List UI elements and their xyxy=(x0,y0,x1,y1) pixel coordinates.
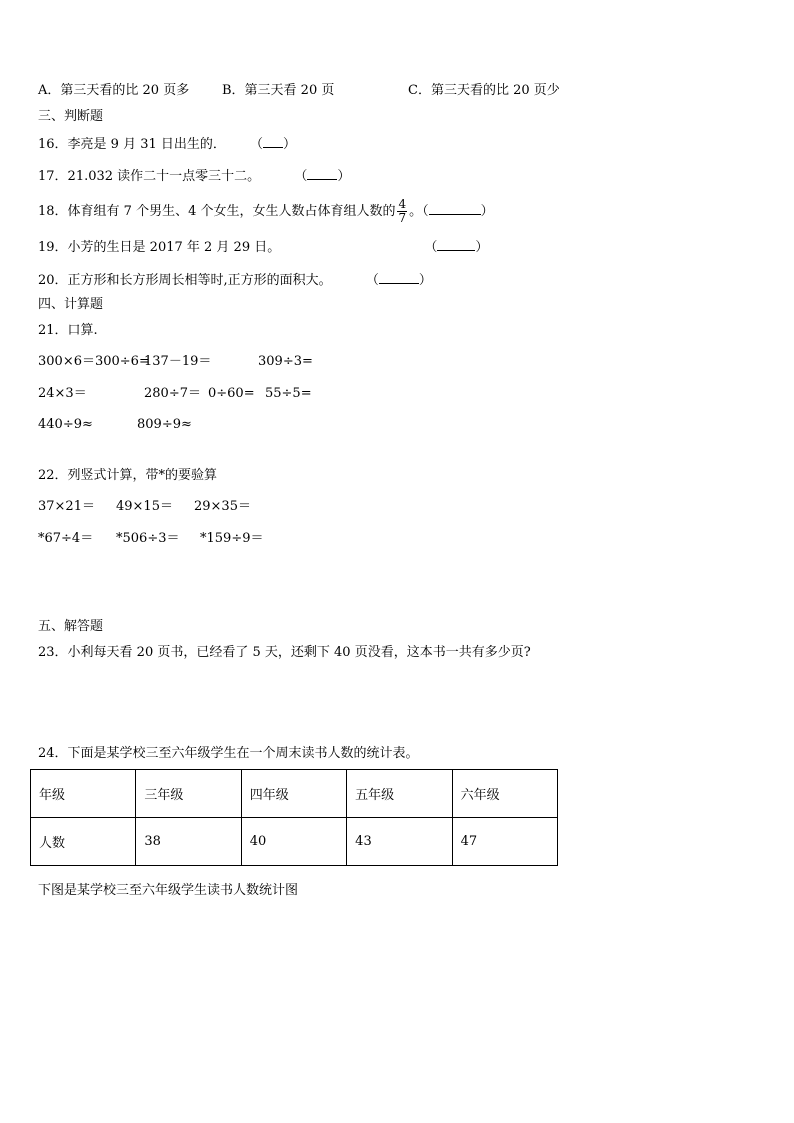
paren-close: ） xyxy=(337,169,351,184)
table-cell: 47 xyxy=(452,818,557,866)
section-title-word-problems: 五、解答题 xyxy=(38,619,104,634)
answer-blank-17[interactable] xyxy=(307,166,337,180)
calc-item: 809÷9≈ xyxy=(137,417,192,432)
calc-item: 55÷5= xyxy=(265,386,312,401)
table-row xyxy=(31,818,558,866)
answer-paren-16[interactable] xyxy=(250,137,296,152)
table-cell: 六年级 xyxy=(452,770,557,818)
question-17 xyxy=(38,166,350,186)
option-c: C．第三天看的比 20 页少 xyxy=(408,83,560,98)
chart-caption: 下图是某学校三至六年级学生读书人数统计图 xyxy=(38,883,299,898)
paren-close: ） xyxy=(283,137,297,152)
question-20 xyxy=(38,270,432,290)
section-title-calculation: 四、计算题 xyxy=(38,297,104,312)
calc-item: 440÷9≈ xyxy=(38,417,93,432)
calc-item: 37×21＝ xyxy=(38,499,95,514)
calc-item: 309÷3= xyxy=(258,354,313,369)
calc-item: *506÷3＝ xyxy=(116,531,180,546)
calc-item: *159÷9＝ xyxy=(200,531,264,546)
table-cell: 43 xyxy=(347,818,452,866)
fraction-4-7 xyxy=(397,198,407,225)
question-19-text: 19．小芳的生日是 2017 年 2 月 29 日。 xyxy=(38,240,281,255)
table-cell: 三年级 xyxy=(136,770,241,818)
table-cell: 年级 xyxy=(31,770,136,818)
paren-open: （ xyxy=(294,169,308,184)
answer-blank-19[interactable] xyxy=(437,237,475,251)
section-title-judgement: 三、判断题 xyxy=(38,109,104,124)
calc-item: 0÷60= xyxy=(208,386,255,401)
table-header-row xyxy=(31,770,558,818)
question-21-title: 21．口算. xyxy=(38,323,98,338)
calc-item: 24×3＝ xyxy=(38,386,87,401)
table-cell: 38 xyxy=(136,818,241,866)
question-18 xyxy=(38,198,494,225)
table-cell: 40 xyxy=(241,818,346,866)
question-17-text: 17．21.032 读作二十一点零三十二。 xyxy=(38,169,261,184)
paren-open: 。（ xyxy=(409,204,429,219)
answer-paren-20[interactable] xyxy=(366,273,432,288)
calc-item: 280÷7＝ xyxy=(144,386,201,401)
answer-paren-17[interactable] xyxy=(294,169,350,184)
table-cell: 四年级 xyxy=(241,770,346,818)
paren-open: （ xyxy=(365,273,379,288)
answer-blank-20[interactable] xyxy=(379,270,419,284)
answer-paren-18[interactable] xyxy=(409,204,494,219)
paren-close: ） xyxy=(418,273,432,288)
question-16 xyxy=(38,134,296,154)
fraction-numerator: 4 xyxy=(398,197,407,211)
question-19 xyxy=(38,237,488,257)
answer-paren-19[interactable] xyxy=(424,240,488,255)
question-22-title: 22．列竖式计算，带*的要验算 xyxy=(38,468,218,483)
calc-item: 137－19＝ xyxy=(144,354,212,369)
reading-stats-table xyxy=(30,769,558,866)
table-cell: 五年级 xyxy=(347,770,452,818)
answer-blank-16[interactable] xyxy=(263,134,283,148)
paren-open: （ xyxy=(424,240,438,255)
table-cell: 人数 xyxy=(31,818,136,866)
question-20-text: 20．正方形和长方形周长相等时,正方形的面积大。 xyxy=(38,273,332,288)
calc-item: 49×15＝ xyxy=(116,499,173,514)
fraction-denominator: 7 xyxy=(398,211,407,225)
paren-open: （ xyxy=(250,137,264,152)
calc-item: 300×6＝300÷6= xyxy=(38,354,150,369)
calc-item: 29×35＝ xyxy=(194,499,251,514)
paren-close: ） xyxy=(480,204,494,219)
calc-item: *67÷4＝ xyxy=(38,531,94,546)
answer-blank-18[interactable] xyxy=(429,201,481,215)
question-24: 24．下面是某学校三至六年级学生在一个周末读书人数的统计表。 xyxy=(38,746,419,761)
option-a: A．第三天看的比 20 页多 xyxy=(38,83,190,98)
question-16-text: 16．李亮是 9 月 31 日出生的． xyxy=(38,137,226,152)
option-b: B．第三天看 20 页 xyxy=(222,83,335,98)
question-18-text: 18．体育组有 7 个男生、4 个女生，女生人数占体育组人数的 xyxy=(38,204,396,219)
paren-close: ） xyxy=(475,240,489,255)
question-23: 23．小利每天看 20 页书，已经看了 5 天，还剩下 40 页没看，这本书一共有多少页? xyxy=(38,645,531,660)
